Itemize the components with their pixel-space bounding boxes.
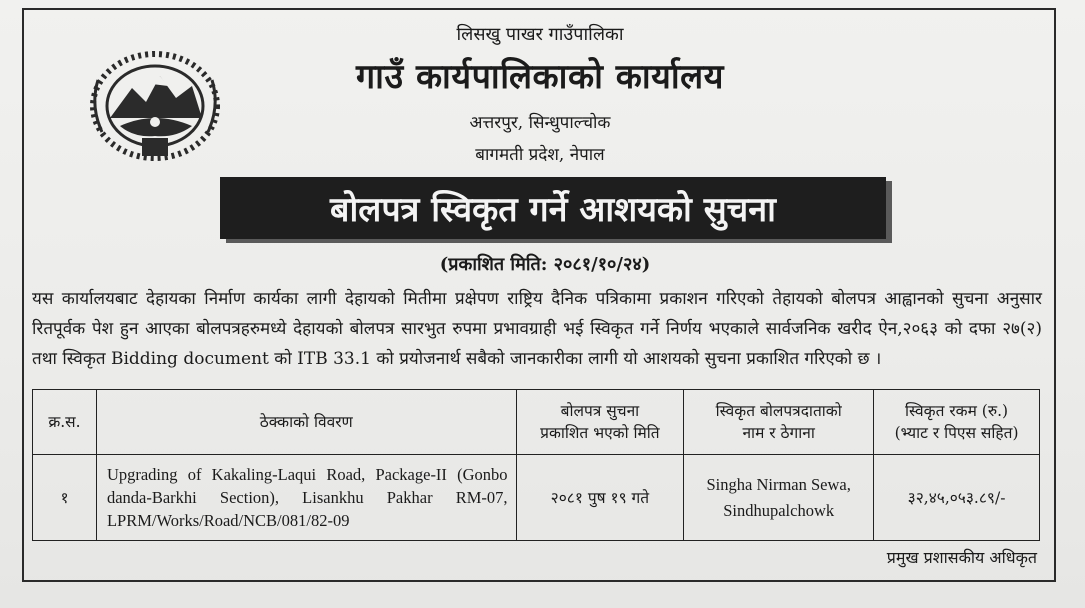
table-header-row — [33, 390, 1040, 455]
header-published-date — [516, 390, 684, 455]
row-bidder-address: Sindhupalchowk — [723, 500, 835, 520]
table-row — [33, 455, 1040, 541]
header-description: ठेक्काको विवरण — [96, 390, 516, 455]
signature-officer: प्रमुख प्रशासकीय अधिकृत — [886, 548, 1037, 567]
header-amount — [874, 390, 1040, 455]
header-amount-line1: स्विकृत रकम (रु.) — [905, 402, 1009, 420]
header-amount-line2: (भ्याट र पिएस सहित) — [894, 424, 1019, 442]
office-province: बागमती प्रदेश, नेपाल — [475, 145, 605, 165]
row-bidder — [684, 455, 874, 541]
header-bidder-line2: नाम र ठेगाना — [742, 424, 815, 442]
notice-title: बोलपत्र स्विकृत गर्ने आशयको सुचना — [330, 190, 776, 230]
header-sn: क्र.स. — [33, 390, 97, 455]
row-amount: ३२,४५,०५३.८९/- — [874, 455, 1040, 541]
notice-title-banner — [220, 177, 886, 239]
row-description: Upgrading of Kakaling-Laqui Road, Package-II (Gonbo danda-Barkhi Section), Lisankhu Pakhar RM-07, LPRM/Works/Road/NCB/081/82-09 — [96, 455, 516, 541]
row-sn: १ — [33, 455, 97, 541]
office-title: गाउँ कार्यपालिकाको कार्यालय — [356, 57, 724, 97]
contract-table — [32, 389, 1040, 541]
row-published-date: २०८१ पुष १९ गते — [516, 455, 684, 541]
published-date: (प्रकाशित मिति: २०८१/१०/२४) — [439, 254, 651, 275]
row-bidder-name: Singha Nirman Sewa, — [706, 474, 851, 494]
header-published-date-line2: प्रकाशित भएको मिति — [540, 424, 660, 442]
notice-body: यस कार्यालयबाट देहायका निर्माण कार्यका लागी देहायको मितीमा प्रक्षेपण राष्ट्रिय दैनिक पत्रिकामा प्रकाशन गरिएको तेहायको बोलपत्र आह्वानको सुचना अनुसार रितपूर्वक पेश हुन आएका बोलपत्रहरुमध्ये देहायको बोलपत्र सारभुत रुपमा प्रभावग्राही भई स्विकृत गर्ने निर्णय भएकाले सार्वजनिक खरीद ऐन,२०६३ को दफा २७(२) तथा स्विकृत Bidding document को ITB 33.1 को प्रयोजनार्थ सबैको जानकारीका लागी यो आशयको सुचना प्रकाशित गरिएको छ । — [32, 289, 1042, 369]
header-bidder — [684, 390, 874, 455]
header-published-date-line1: बोलपत्र सुचना — [560, 402, 640, 420]
header-bidder-line1: स्विकृत बोलपत्रदाताको — [715, 402, 842, 420]
municipality-name: लिसखु पाखर गाउँपालिका — [456, 24, 624, 45]
office-address: अत्तरपुर, सिन्धुपाल्चोक — [469, 113, 611, 133]
